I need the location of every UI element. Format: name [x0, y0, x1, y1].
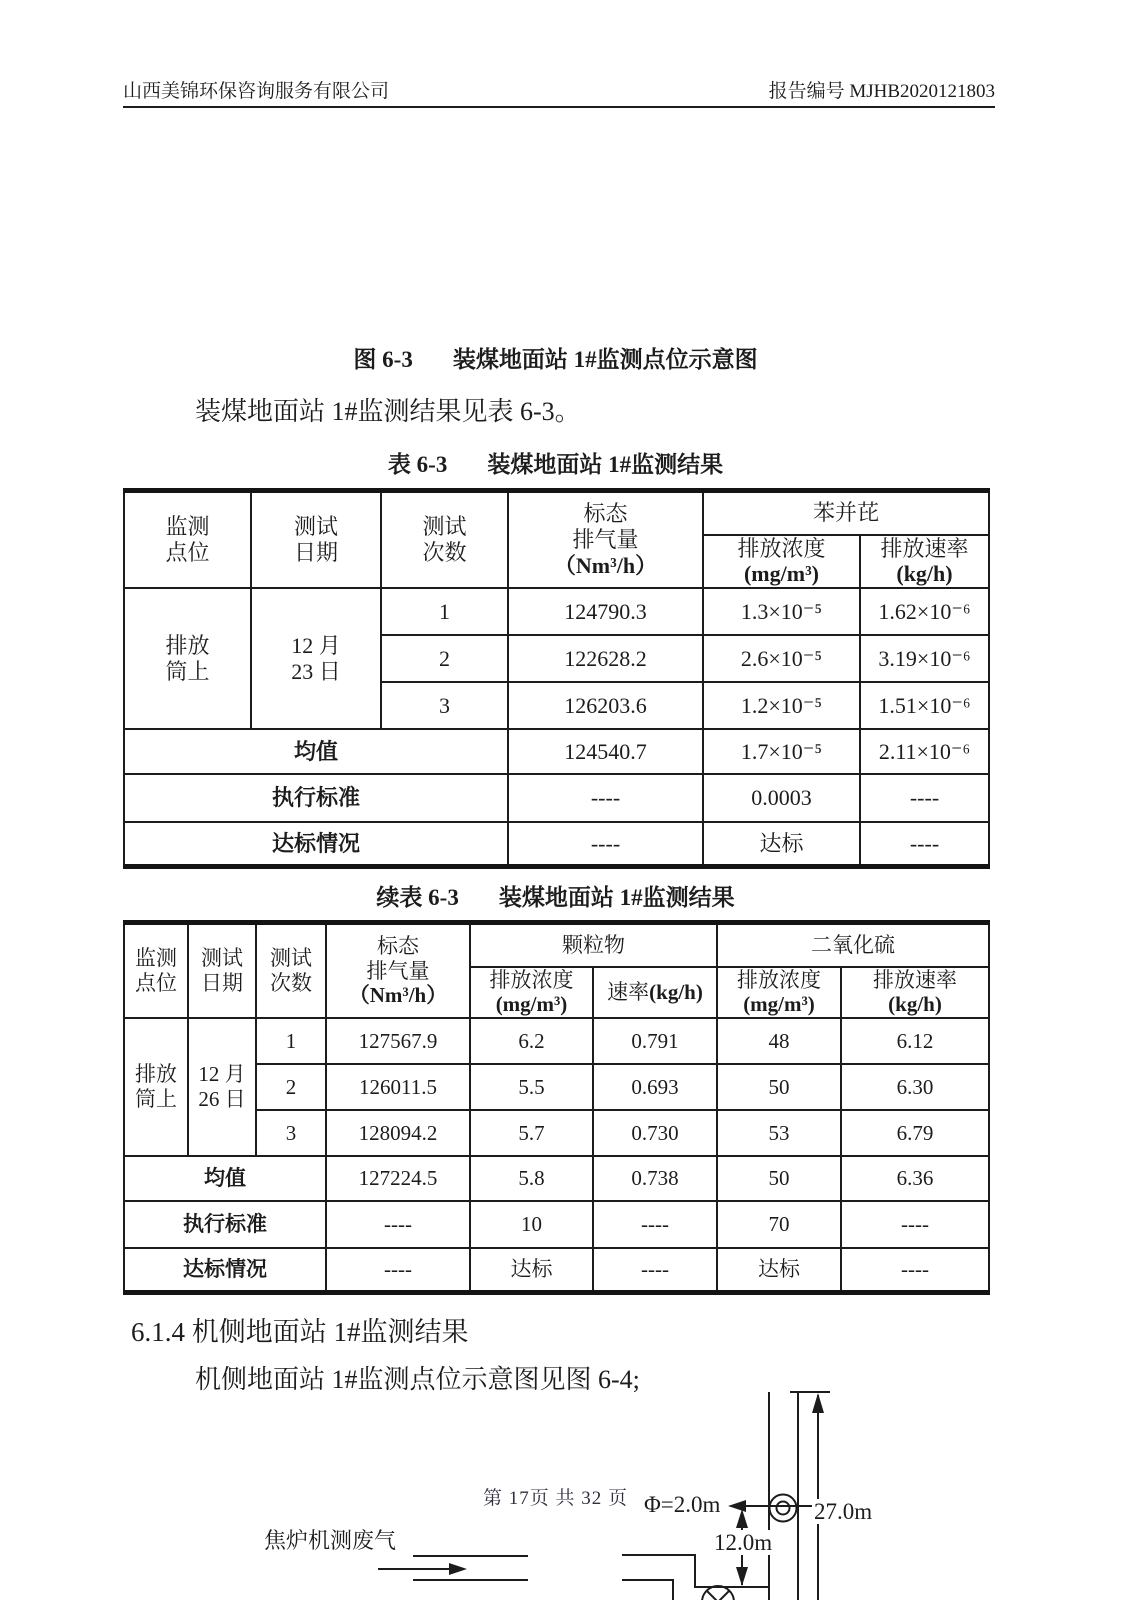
t1-standard-conc: 0.0003	[703, 774, 860, 822]
t1-header-emission-concentration: 排放浓度 (mg/m³)	[703, 535, 860, 589]
t1-cell-conc: 1.2×10⁻⁵	[703, 682, 860, 729]
t2-cell-pm-rate: 0.730	[593, 1110, 717, 1156]
t2-cell-run-no: 2	[256, 1064, 326, 1110]
t2-cell-flow: 126011.5	[326, 1064, 470, 1110]
t1-cell-run-no: 3	[381, 682, 508, 729]
t2-mean-flow: 127224.5	[326, 1156, 470, 1201]
diagram-duct-label: 焦炉机测废气	[264, 1528, 397, 1553]
t1-row-mean	[124, 729, 989, 774]
fan-icon	[702, 1586, 734, 1600]
report-number: 报告编号 MJHB2020121803	[768, 81, 995, 102]
table-caption-label: 表 6-3	[387, 452, 448, 477]
t2-header-point: 监测 点位	[124, 923, 188, 1019]
t1-mean-flow: 124540.7	[508, 729, 703, 774]
monitoring-point-diagram	[250, 1385, 890, 1600]
t2-header-pm-rate: 速率(kg/h)	[593, 967, 717, 1019]
t2-compliance-pm-conc: 达标	[470, 1248, 593, 1292]
page-number: 第 17页 共 32 页	[482, 1488, 628, 1509]
t2-row-run-1	[124, 1018, 989, 1064]
t2-cell-monitoring-point: 排放 筒上	[124, 1018, 188, 1156]
t2-cell-so2-conc: 48	[717, 1018, 841, 1064]
t2-mean-so2-conc: 50	[717, 1156, 841, 1201]
table-6-3	[123, 488, 990, 869]
t1-compliance-conc: 达标	[703, 822, 860, 866]
t1-cell-flow: 122628.2	[508, 635, 703, 682]
t1-mean-rate: 2.11×10⁻⁶	[860, 729, 989, 774]
page-header	[123, 82, 995, 103]
t2-cell-pm-conc: 6.2	[470, 1018, 593, 1064]
t1-compliance-flow: ----	[508, 822, 703, 866]
t1-header-flow: 标态 排气量 （Nm³/h）	[508, 491, 703, 589]
t2-header-pm-concentration: 排放浓度 (mg/m³)	[470, 967, 593, 1019]
t1-mean-label: 均值	[124, 729, 508, 774]
t2-compliance-so2-conc: 达标	[717, 1248, 841, 1292]
t1-cell-run-no: 1	[381, 588, 508, 635]
t2-cell-test-date: 12 月 26 日	[188, 1018, 256, 1156]
t1-cell-monitoring-point: 排放 筒上	[124, 588, 251, 729]
diagram-stack-height-label: 27.0m	[814, 1499, 873, 1524]
t2-mean-so2-rate: 6.36	[841, 1156, 989, 1201]
left-arrow-head-icon	[728, 1500, 746, 1512]
up-arrow-head-icon	[736, 1509, 748, 1528]
t2-compliance-flow: ----	[326, 1248, 470, 1292]
t2-cell-pm-rate: 0.693	[593, 1064, 717, 1110]
t2-cell-run-no: 3	[256, 1110, 326, 1156]
t2-standard-label: 执行标准	[124, 1201, 326, 1248]
t2-cell-so2-rate: 6.30	[841, 1064, 989, 1110]
t2-cell-pm-rate: 0.791	[593, 1018, 717, 1064]
t1-cell-rate: 1.51×10⁻⁶	[860, 682, 989, 729]
t1-compliance-label: 达标情况	[124, 822, 508, 866]
diagram-port-height-label: 12.0m	[714, 1530, 773, 1555]
t1-cell-conc: 2.6×10⁻⁵	[703, 635, 860, 682]
t2-cell-flow: 127567.9	[326, 1018, 470, 1064]
duct-to-stack-lower-line	[622, 1580, 673, 1600]
t2-row-standard	[124, 1201, 989, 1248]
t1-row-standard	[124, 774, 989, 822]
t1-header-emission-rate: 排放速率(kg/h)	[860, 535, 989, 589]
t1-header-group-benzopyrene: 苯并芘	[703, 491, 989, 535]
t2-row-mean	[124, 1156, 989, 1201]
table-caption-title: 装煤地面站 1#监测结果	[498, 885, 735, 910]
t2-cell-run-no: 1	[256, 1018, 326, 1064]
t1-cell-run-no: 2	[381, 635, 508, 682]
t2-cell-so2-conc: 50	[717, 1064, 841, 1110]
t2-cell-so2-conc: 53	[717, 1110, 841, 1156]
t1-row-compliance	[124, 822, 989, 866]
t2-compliance-pm-rate: ----	[593, 1248, 717, 1292]
diagram-diameter-label: Φ=2.0m	[644, 1492, 721, 1517]
t2-standard-pm-conc: 10	[470, 1201, 593, 1248]
header-divider	[123, 106, 995, 108]
table-6-3-continued	[123, 920, 990, 1295]
paragraph-table-reference: 装煤地面站 1#监测结果见表 6-3。	[195, 397, 581, 426]
figure-caption-label: 图 6-3	[353, 347, 413, 372]
figure-6-3-caption	[123, 341, 988, 374]
t2-mean-pm-conc: 5.8	[470, 1156, 593, 1201]
t1-compliance-rate: ----	[860, 822, 989, 866]
duct-to-stack-upper-line	[622, 1555, 769, 1587]
table-6-3-caption	[123, 446, 988, 479]
t1-cell-rate: 1.62×10⁻⁶	[860, 588, 989, 635]
t2-header-date: 测试 日期	[188, 923, 256, 1019]
t1-cell-rate: 3.19×10⁻⁶	[860, 635, 989, 682]
t1-header-date: 测试 日期	[251, 491, 381, 589]
t1-standard-label: 执行标准	[124, 774, 508, 822]
t2-header-so2-rate: 排放速率 (kg/h)	[841, 967, 989, 1019]
t2-standard-flow: ----	[326, 1201, 470, 1248]
t1-header-point: 监测 点位	[124, 491, 251, 589]
t2-mean-label: 均值	[124, 1156, 326, 1201]
sampling-port-icon	[770, 1495, 797, 1522]
t2-header-flow: 标态 排气量 （Nm³/h）	[326, 923, 470, 1019]
t2-cell-flow: 128094.2	[326, 1110, 470, 1156]
table-caption-title: 装煤地面站 1#监测结果	[487, 452, 724, 477]
t2-cell-so2-rate: 6.79	[841, 1110, 989, 1156]
t2-compliance-so2-rate: ----	[841, 1248, 989, 1292]
t1-mean-conc: 1.7×10⁻⁵	[703, 729, 860, 774]
t2-cell-so2-rate: 6.12	[841, 1018, 989, 1064]
flow-arrow-head-icon	[449, 1563, 467, 1575]
t1-row-run-1	[124, 588, 989, 635]
t2-mean-pm-rate: 0.738	[593, 1156, 717, 1201]
down-arrow-head-icon	[736, 1567, 748, 1586]
t1-header-times: 测试 次数	[381, 491, 508, 589]
t2-cell-pm-conc: 5.7	[470, 1110, 593, 1156]
t1-cell-conc: 1.3×10⁻⁵	[703, 588, 860, 635]
t1-standard-rate: ----	[860, 774, 989, 822]
t2-cell-pm-conc: 5.5	[470, 1064, 593, 1110]
t1-standard-flow: ----	[508, 774, 703, 822]
t2-standard-pm-rate: ----	[593, 1201, 717, 1248]
table-6-3-continued-caption	[123, 879, 988, 912]
t2-header-so2-concentration: 排放浓度 (mg/m³)	[717, 967, 841, 1019]
t2-header-group-so2: 二氧化硫	[717, 923, 989, 967]
table-caption-label: 续表 6-3	[376, 885, 459, 910]
t1-cell-flow: 124790.3	[508, 588, 703, 635]
t2-standard-so2-conc: 70	[717, 1201, 841, 1248]
company-name: 山西美锦环保咨询服务有限公司	[123, 81, 390, 102]
t1-cell-flow: 126203.6	[508, 682, 703, 729]
t2-header-times: 测试 次数	[256, 923, 326, 1019]
t2-row-compliance	[124, 1248, 989, 1292]
figure-caption-title: 装煤地面站 1#监测点位示意图	[452, 347, 758, 372]
t2-compliance-label: 达标情况	[124, 1248, 326, 1292]
t2-standard-so2-rate: ----	[841, 1201, 989, 1248]
up-arrow-head-icon	[812, 1393, 824, 1413]
t2-header-group-particulates: 颗粒物	[470, 923, 717, 967]
section-heading-6-1-4: 6.1.4 机侧地面站 1#监测结果	[131, 1317, 469, 1347]
paragraph-figure-reference: 机侧地面站 1#监测点位示意图见图 6-4;	[195, 1365, 640, 1394]
t1-cell-test-date: 12 月 23 日	[251, 588, 381, 729]
